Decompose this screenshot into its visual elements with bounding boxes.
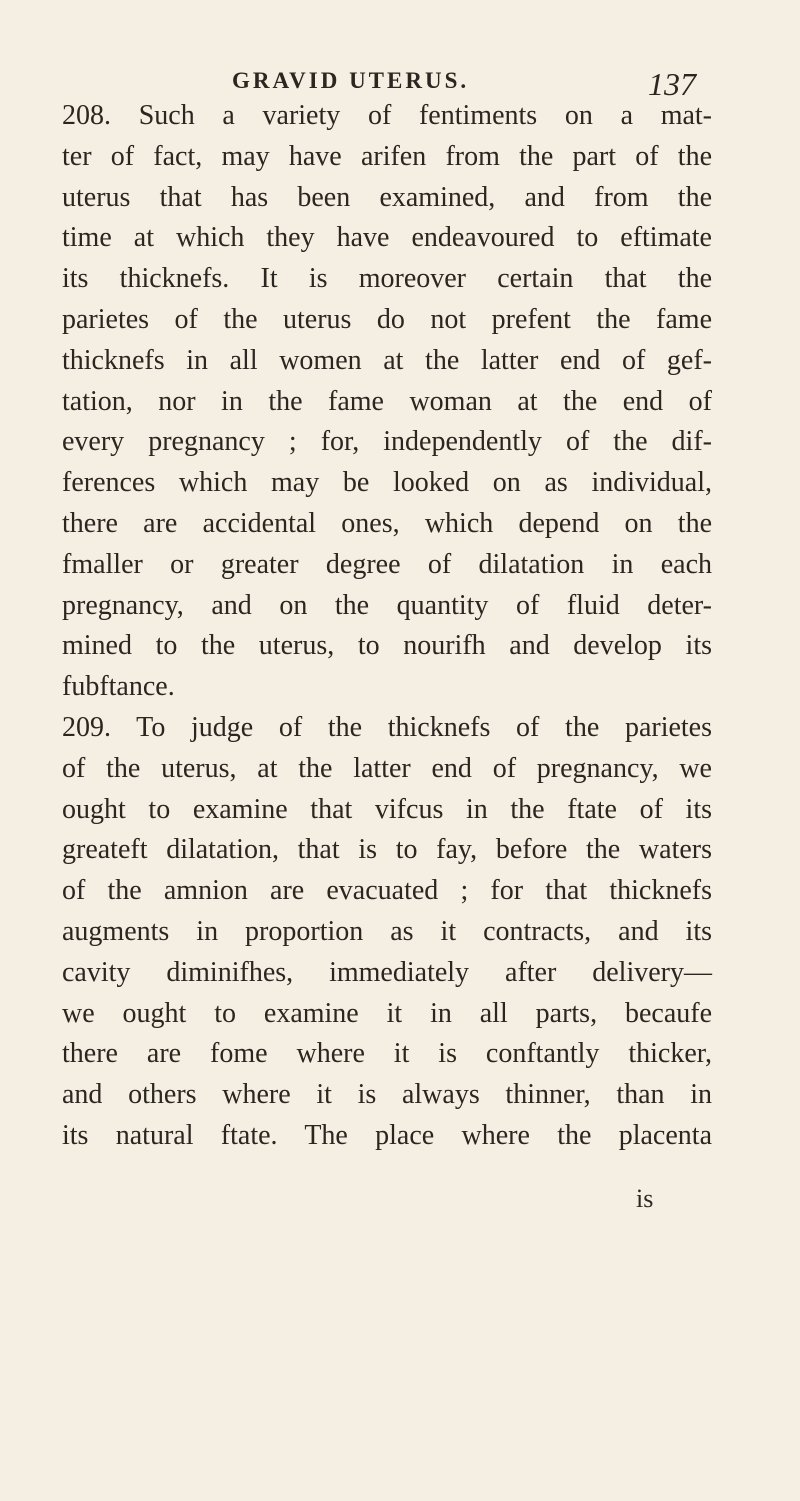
text-line: augments in proportion as it contracts, and its bbox=[62, 915, 712, 947]
text-line: greateft dilatation, that is to fay, before the waters bbox=[62, 834, 712, 866]
text-line: 208. Such a variety of fentiments on a mat- bbox=[62, 100, 712, 131]
text-line: every pregnancy ; for, independently of the dif- bbox=[62, 426, 712, 458]
text-line: pregnancy, and on the quantity of fluid deter- bbox=[62, 589, 712, 621]
text-line: time at which they have endeavoured to eftimate bbox=[62, 222, 712, 254]
text-line: thicknefs in all women at the latter end of gef- bbox=[62, 344, 712, 376]
text-line: we ought to examine it in all parts, becaufe bbox=[62, 997, 712, 1029]
text-line: cavity diminifhes, immediately after delivery— bbox=[62, 956, 712, 988]
catchword: is bbox=[636, 1184, 654, 1213]
text-line: uterus that has been examined, and from the bbox=[62, 181, 712, 213]
text-line: tation, nor in the fame woman at the end of bbox=[62, 385, 712, 417]
text-line: ter of fact, may have arifen from the part of the bbox=[62, 140, 712, 172]
text-line: ferences which may be looked on as individual, bbox=[62, 467, 712, 499]
text-line: of the uterus, at the latter end of pregnancy, we bbox=[62, 752, 712, 784]
text-line: of the amnion are evacuated ; for that thicknefs bbox=[62, 875, 712, 907]
running-title: GRAVID UTERUS. bbox=[232, 68, 470, 93]
text-line: 209. To judge of the thicknefs of the parietes bbox=[62, 711, 712, 743]
page-number: 137 bbox=[648, 66, 696, 102]
text-line: its natural ftate. The place where the placenta bbox=[62, 1119, 712, 1151]
text-line: there are fome where it is conftantly thicker, bbox=[62, 1038, 712, 1070]
text-line: ought to examine that vifcus in the ftate of its bbox=[62, 793, 712, 825]
body-text bbox=[62, 96, 712, 1157]
text-line: mined to the uterus, to nourifh and develop its bbox=[62, 630, 712, 662]
text-line: and others where it is always thinner, than in bbox=[62, 1079, 712, 1111]
text-line: parietes of the uterus do not prefent the fame bbox=[62, 303, 712, 335]
text-line: its thicknefs. It is moreover certain that the bbox=[62, 263, 712, 295]
text-line: there are accidental ones, which depend on the bbox=[62, 507, 712, 539]
text-line: fubftance. bbox=[62, 671, 175, 703]
text-line: fmaller or greater degree of dilatation in each bbox=[62, 548, 712, 580]
